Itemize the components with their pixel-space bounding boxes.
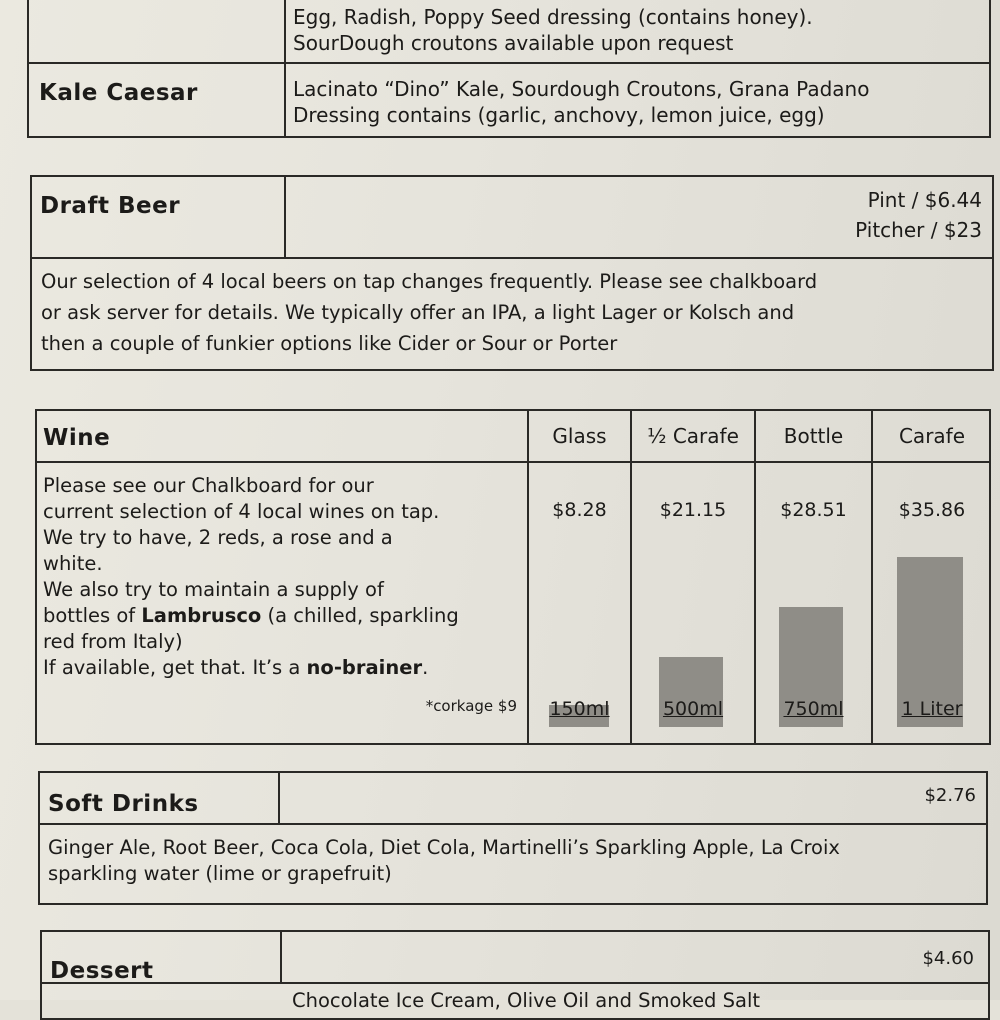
wine-desc-line8: If available, get that. It’s a no-brainer. xyxy=(43,656,429,679)
kale-caesar-title: Kale Caesar xyxy=(39,80,198,106)
wine-section xyxy=(35,409,991,745)
price-glass: $8.28 xyxy=(552,499,607,521)
volume-half-carafe: 500ml xyxy=(662,698,724,720)
pitcher-price: Pitcher / $23 xyxy=(855,218,982,242)
price-carafe: $35.86 xyxy=(898,499,966,521)
dessert-price: $4.60 xyxy=(922,948,974,969)
price-bottle: $28.51 xyxy=(780,499,847,521)
beer-desc-line1: Our selection of 4 local beers on tap changes frequently. Please see chalkboard xyxy=(41,270,818,293)
corkage-note: *corkage $9 xyxy=(425,697,517,715)
salad-section xyxy=(27,0,991,64)
wine-col-bottle: Bottle xyxy=(783,424,844,448)
dessert-section xyxy=(40,930,990,1020)
soft-desc-line1: Ginger Ale, Root Beer, Coca Cola, Diet Cola, Martinelli’s Sparkling Apple, La Croix xyxy=(48,836,840,859)
soft-drinks-section xyxy=(38,771,988,905)
beer-desc-line2: or ask server for details. We typically offer an IPA, a light Lager or Kolsch and xyxy=(41,301,795,324)
volume-carafe: 1 Liter xyxy=(901,698,963,720)
volume-bottle: 750ml xyxy=(783,698,844,720)
no-brainer-highlight: no-brainer xyxy=(306,656,423,679)
dessert-desc-line1: Chocolate Ice Cream, Olive Oil and Smoked Salt xyxy=(292,989,761,1012)
soft-desc-line2: sparkling water (lime or grapefruit) xyxy=(48,862,392,885)
soft-drinks-title: Soft Drinks xyxy=(48,791,199,817)
kale-desc-line1: Lacinato “Dino” Kale, Sourdough Croutons, Grana Padano xyxy=(293,77,870,101)
wine-desc-line7: red from Italy) xyxy=(43,630,183,653)
wine-col-carafe: Carafe xyxy=(898,424,966,448)
salad-desc-line1: Egg, Radish, Poppy Seed dressing (contains honey). xyxy=(293,5,813,29)
wine-col-half-carafe: ½ Carafe xyxy=(647,424,739,448)
kale-caesar-section xyxy=(27,62,991,138)
wine-desc-line4: white. xyxy=(43,552,103,575)
draft-beer-section xyxy=(30,175,994,371)
wine-desc-line5: We also try to maintain a supply of xyxy=(43,578,384,601)
price-half-carafe: $21.15 xyxy=(659,499,727,521)
wine-desc-line1: Please see our Chalkboard for our xyxy=(43,474,374,497)
kale-desc-line2: Dressing contains (garlic, anchovy, lemon juice, egg) xyxy=(293,103,825,127)
dessert-title: Dessert xyxy=(50,958,154,984)
beer-desc-line3: then a couple of funkier options like Cider or Sour or Porter xyxy=(41,332,618,355)
pint-price: Pint / $6.44 xyxy=(867,188,982,212)
wine-desc-line6: bottles of Lambrusco (a chilled, sparkling xyxy=(43,604,459,627)
draft-beer-title: Draft Beer xyxy=(40,193,181,219)
wine-col-glass: Glass xyxy=(552,424,607,448)
lambrusco-highlight: Lambrusco xyxy=(141,604,262,627)
soft-drinks-price: $2.76 xyxy=(924,785,976,806)
wine-desc-line3: We try to have, 2 reds, a rose and a xyxy=(43,526,393,549)
volume-glass: 150ml xyxy=(549,698,610,720)
salad-desc-line2: SourDough croutons available upon request xyxy=(293,31,734,55)
wine-desc-line2: current selection of 4 local wines on tap. xyxy=(43,500,440,523)
wine-title: Wine xyxy=(43,425,111,451)
